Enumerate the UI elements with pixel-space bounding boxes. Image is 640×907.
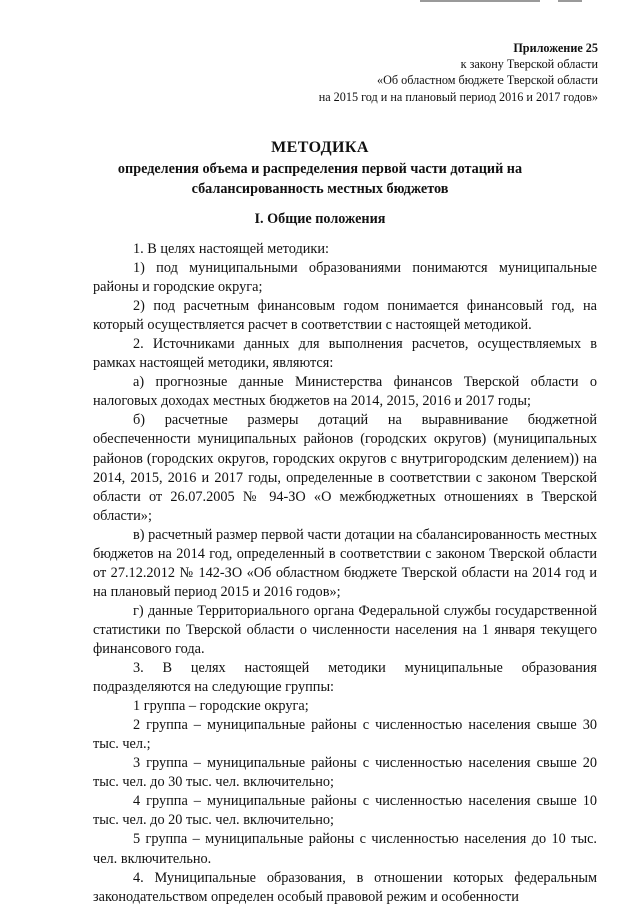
appendix-line: к закону Тверской области xyxy=(460,57,598,72)
paragraph: г) данные Территориального органа Федеральной службы государственной статистики по Тверской области о численности населения на 1 января текущего финансового года. xyxy=(93,602,597,657)
paragraph: 4. Муниципальные образования, в отношении которых федеральным законодательством определен особый правовой режим и особенности xyxy=(93,869,597,905)
paragraph: 1 группа – городские округа; xyxy=(133,698,309,715)
title-subtitle: сбалансированность местных бюджетов xyxy=(191,181,449,197)
paragraph: 3. В целях настоящей методики муниципальные образования подразделяются на следующие группы: xyxy=(93,660,597,696)
paragraph: 1) под муниципальными образованиями понимаются муниципальные районы и городские округа; xyxy=(93,260,597,296)
appendix-line: «Об областном бюджете Тверской области xyxy=(377,73,598,88)
title-main: МЕТОДИКА xyxy=(271,139,369,156)
title-subtitle: определения объема и распределения первой части дотаций на xyxy=(117,161,523,177)
paragraph: 1. В целях настоящей методики: xyxy=(133,241,329,257)
paragraph: 4 группа – муниципальные районы с численностью населения свыше 10 тыс. чел. до 20 тыс. чел. включительно; xyxy=(93,793,597,829)
appendix-line: на 2015 год и на плановый период 2016 и 2017 годов» xyxy=(318,89,598,104)
paragraph: б) расчетные размеры дотаций на выравнивание бюджетной обеспеченности муниципальных районов (городских округов) (муниципальных районов (городских округов, городских округов с внутригородским делением)) на 2014, 2015, 2016 и 2017 годы, определенные в соответствии с законом Тверской области от 26.07.2005 № 94-ЗО «О межбюджетных отношениях в Тверской области»; xyxy=(93,412,597,524)
appendix-header xyxy=(319,40,598,105)
paragraph: 3 группа – муниципальные районы с численностью населения свыше 20 тыс. чел. до 30 тыс. чел. включительно; xyxy=(93,755,597,791)
document-title xyxy=(0,138,640,198)
document-body xyxy=(93,240,597,907)
scan-artifact xyxy=(558,0,582,2)
paragraph: 2. Источниками данных для выполнения расчетов, осуществляемых в рамках настоящей методики, являются: xyxy=(93,336,597,372)
paragraph: а) прогнозные данные Министерства финансов Тверской области о налоговых доходах местных бюджетов на 2014, 2015, 2016 и 2017 годы; xyxy=(93,374,597,410)
paragraph: 2 группа – муниципальные районы с численностью населения свыше 30 тыс. чел.; xyxy=(93,717,597,753)
section-heading: I. Общие положения xyxy=(254,211,386,227)
paragraph: 5 группа – муниципальные районы с численностью населения до 10 тыс. чел. включительно. xyxy=(93,831,597,867)
scan-artifact xyxy=(420,0,540,2)
paragraph: 2) под расчетным финансовым годом понимается финансовый год, на который осуществляется расчет в соответствии с настоящей методикой. xyxy=(93,298,597,334)
paragraph: в) расчетный размер первой части дотации на сбалансированность местных бюджетов на 2014 год, определенный в соответствии с законом Тверской области от 27.12.2012 № 142-ЗО «Об областном бюджете Тверской области на 2014 год и на плановый период 2015 и 2016 годов»; xyxy=(93,526,597,600)
appendix-number: Приложение 25 xyxy=(513,41,598,55)
